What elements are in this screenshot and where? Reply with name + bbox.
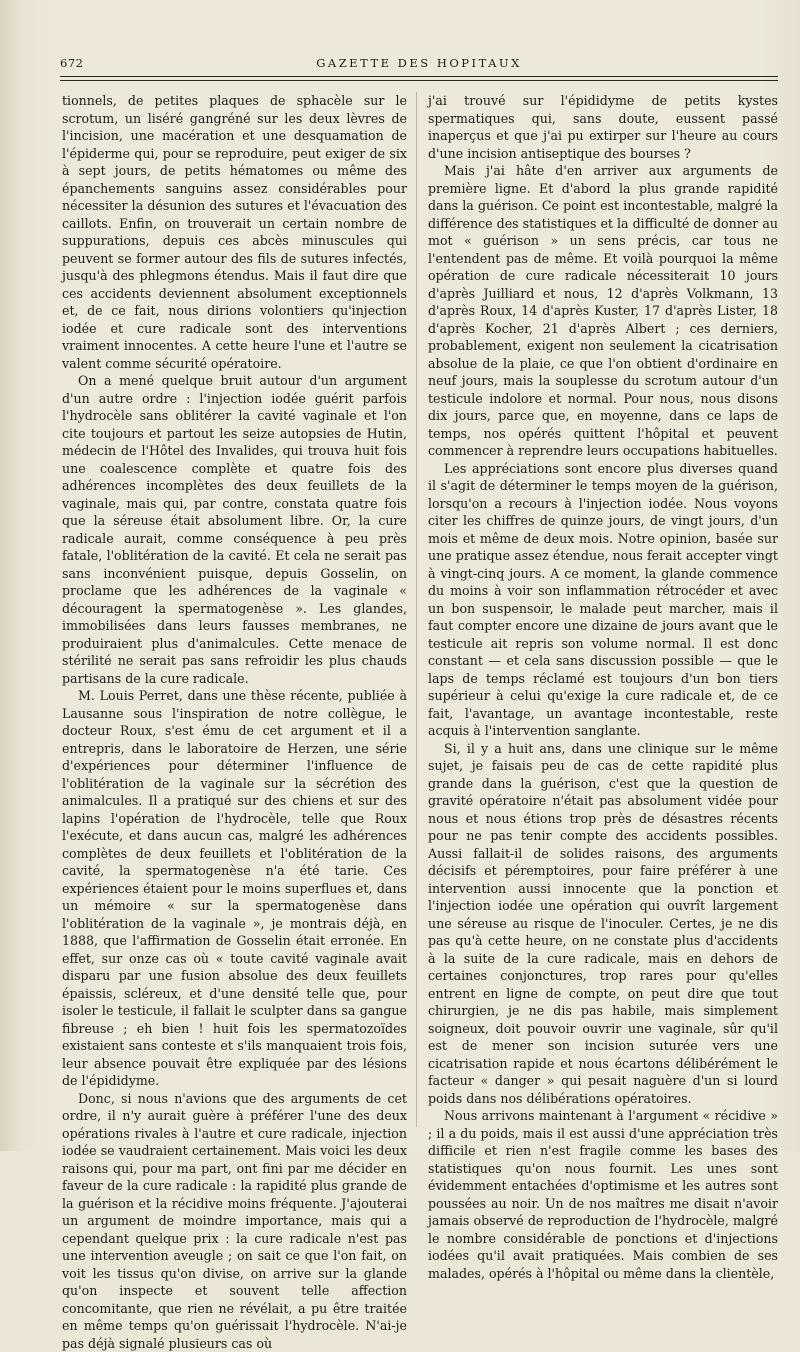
page-number: 672 xyxy=(60,56,83,70)
left-column xyxy=(62,92,407,1352)
page-header xyxy=(60,56,778,74)
right-column xyxy=(428,92,778,1282)
paragraph: On a mené quelque bruit autour d'un argument d'un autre ordre : l'injection iodée guérit parfois l'hydrocèle sans oblitérer la cavité vaginale et l'on cite toujours et partout les seize autopsies de Hutin, médecin de l'Hôtel des Invalides, qui trouva huit fois une coalescence complète et quatre fois des adhérences incomplètes des deux feuillets de la vaginale, mais qui, par contre, constata quatre fois que la séreuse était absolument libre. Or, la cure radicale aurait, comme conséquence à peu près fatale, l'oblitération de la cavité. Et cela ne serait pas sans inconvénient puisque, depuis Gosselin, on proclame que les adhérences de la vaginale « découragent la spermatogenèse ». Les glandes, immobilisées dans leurs fausses membranes, ne produiraient plus d'animalcules. Cette menace de stérilité ne serait pas sans refroidir les plus chauds partisans de la cure radicale. xyxy=(62,372,407,687)
paragraph: Les appréciations sont encore plus diverses quand il s'agit de déterminer le temps moyen de la guérison, lorsqu'on a recours à l'injection iodée. Nous voyons citer les chiffres de quinze jours, de vingt jours, d'un mois et même de deux mois. Notre opinion, basée sur une pratique assez étendue, nous ferait accepter vingt à vingt-cinq jours. A ce moment, la glande commence du moins à voir son inflammation rétrocéder et avec un bon suspensoir, le malade peut marcher, mais il faut compter encore une dizaine de jours avant que le testicule ait repris son volume normal. Il est donc constant — et cela sans discussion possible — que le laps de temps réclamé est toujours d'un bon tiers supérieur à celui qu'exige la cure radicale et, de ce fait, l'avantage, un avantage incontestable, reste acquis à l'intervention sanglante. xyxy=(428,460,778,740)
paragraph: Mais j'ai hâte d'en arriver aux arguments de première ligne. Et d'abord la plus grande rapidité dans la guérison. Ce point est incontestable, malgré la différence des statistiques et la difficulté de donner au mot « guérison » un sens précis, car tous ne l'entendent pas de même. Et voilà pourquoi la même opération de cure radicale nécessiterait 10 jours d'après Juilliard et nous, 12 d'après Volkmann, 13 d'après Roux, 14 d'après Kuster, 17 d'après Lister, 18 d'après Kocher, 21 d'après Albert ; ces derniers, probablement, exigent non seulement la cicatrisation absolue de la plaie, ce que l'on obtient d'ordinaire en neuf jours, mais la souplesse du scrotum autour d'un testicule indolore et normal. Pour nous, nous disons dix jours, parce que, en moyenne, dans ce laps de temps, nos opérés quittent l'hôpital et peuvent commencer à reprendre leurs occupations habituelles. xyxy=(428,162,778,460)
paragraph: Donc, si nous n'avions que des arguments de cet ordre, il n'y aurait guère à préférer l'une des deux opérations rivales à l'autre et cure radicale, injection iodée se vaudraient certainement. Mais voici les deux raisons qui, pour ma part, ont fini par me décider en faveur de la cure radicale : la rapidité plus grande de la guérison et la récidive moins fréquente. J'ajouterai un argument de moindre importance, mais qui a cependant quelque prix : la cure radicale n'est pas une intervention aveugle ; on sait ce que l'on fait, on voit les tissus qu'on divise, on arrive sur la glande qu'on inspecte et souvent telle affection concomitante, que rien ne révélait, a pu être traitée en même temps qu'on guérissait l'hydrocèle. N'ai-je pas déjà signalé plusieurs cas où xyxy=(62,1090,407,1352)
header-rule-thin xyxy=(60,80,778,81)
column-divider xyxy=(416,92,417,1127)
paragraph: Nous arrivons maintenant à l'argument « récidive » ; il a du poids, mais il est aussi d'une appréciation très difficile et rien n'est fragile comme les bases des statistiques qu'on nous fournit. Les unes sont évidemment entachées d'optimisme et les autres sont poussées au noir. Un de nos maîtres me disait n'avoir jamais observé de reproduction de l'hydrocèle, malgré le nombre considérable de ponctions et d'injections iodées qu'il avait pratiquées. Mais combien de ses malades, opérés à l'hôpital ou même dans la clientèle, xyxy=(428,1107,778,1282)
header-rule-thick xyxy=(60,76,778,77)
journal-title: GAZETTE DES HOPITAUX xyxy=(60,56,778,70)
paragraph: Si, il y a huit ans, dans une clinique sur le même sujet, je faisais peu de cas de cette rapidité plus grande dans la guérison, c'est que la question de gravité opératoire n'était pas absolument vidée pour nous et nous étions trop près de désastres récents pour ne pas tenir compte des accidents possibles. Aussi fallait-il de solides raisons, des arguments décisifs et péremptoires, pour faire préférer à une intervention aussi innocente que la ponction et l'injection iodée une opération qui ouvrît largement une séreuse au risque de l'inoculer. Certes, je ne dis pas qu'à cette heure, on ne constate plus d'accidents à la suite de la cure radicale, mais en dehors de certaines conjonctures, trop rares pour qu'elles entrent en ligne de compte, on peut dire que tout chirurgien, je ne dis pas habile, mais simplement soigneux, doit pouvoir ouvrir une vaginale, sûr qu'il est de mener son incision suturée vers une cicatrisation rapide et nous écartons délibérément le facteur « danger » qui pesait naguère d'un si lourd poids dans nos délibérations opératoires. xyxy=(428,740,778,1108)
paragraph: j'ai trouvé sur l'épididyme de petits kystes spermatiques qui, sans doute, eussent passé inaperçus et que j'ai pu extirper sur l'heure au cours d'une incision antiseptique des bourses ? xyxy=(428,92,778,162)
paragraph: M. Louis Perret, dans une thèse récente, publiée à Lausanne sous l'inspiration de notre collègue, le docteur Roux, s'est ému de cet argument et il a entrepris, dans le laboratoire de Herzen, une série d'expériences pour déterminer l'influence de l'oblitération de la vaginale sur la sécrétion des animalcules. Il a pratiqué sur des chiens et sur des lapins l'opération de l'hydrocèle, telle que Roux l'exécute, et dans aucun cas, malgré les adhérences complètes de deux feuillets et l'oblitération de la cavité, la spermatogenèse n'a été tarie. Ces expériences étaient pour le moins superflues et, dans un mémoire « sur la spermatogenèse dans l'oblitération de la vaginale », je montrais déjà, en 1888, que l'affirmation de Gosselin était erronée. En effet, sur onze cas où « toute cavité vaginale avait disparu par une fusion absolue des deux feuillets épaissis, scléreux, et d'une densité telle que, pour isoler le testicule, il fallait le sculpter dans sa gangue fibreuse ; eh bien ! huit fois les spermatozoïdes existaient sans conteste et s'ils manquaient trois fois, leur absence pouvait être expliquée par des lésions de l'épididyme. xyxy=(62,687,407,1090)
paragraph: tionnels, de petites plaques de sphacèle sur le scrotum, un liséré gangréné sur les deux lèvres de l'incision, une macération et une desquamation de l'épiderme qui, pour se reproduire, peut exiger de six à sept jours, de petits hématomes ou même des épanchements sanguins assez considérables pour nécessiter la désunion des sutures et l'évacuation des caillots. Enfin, on trouverait un certain nombre de suppurations, depuis ces abcès minuscules qui peuvent se former autour des fils de sutures infectés, jusqu'à des phlegmons étendus. Mais il faut dire que ces accidents deviennent absolument exceptionnels et, de ce fait, nous dirions volontiers qu'injection iodée et cure radicale sont des interventions vraiment innocentes. A cette heure l'une et l'autre se valent comme sécurité opératoire. xyxy=(62,92,407,372)
